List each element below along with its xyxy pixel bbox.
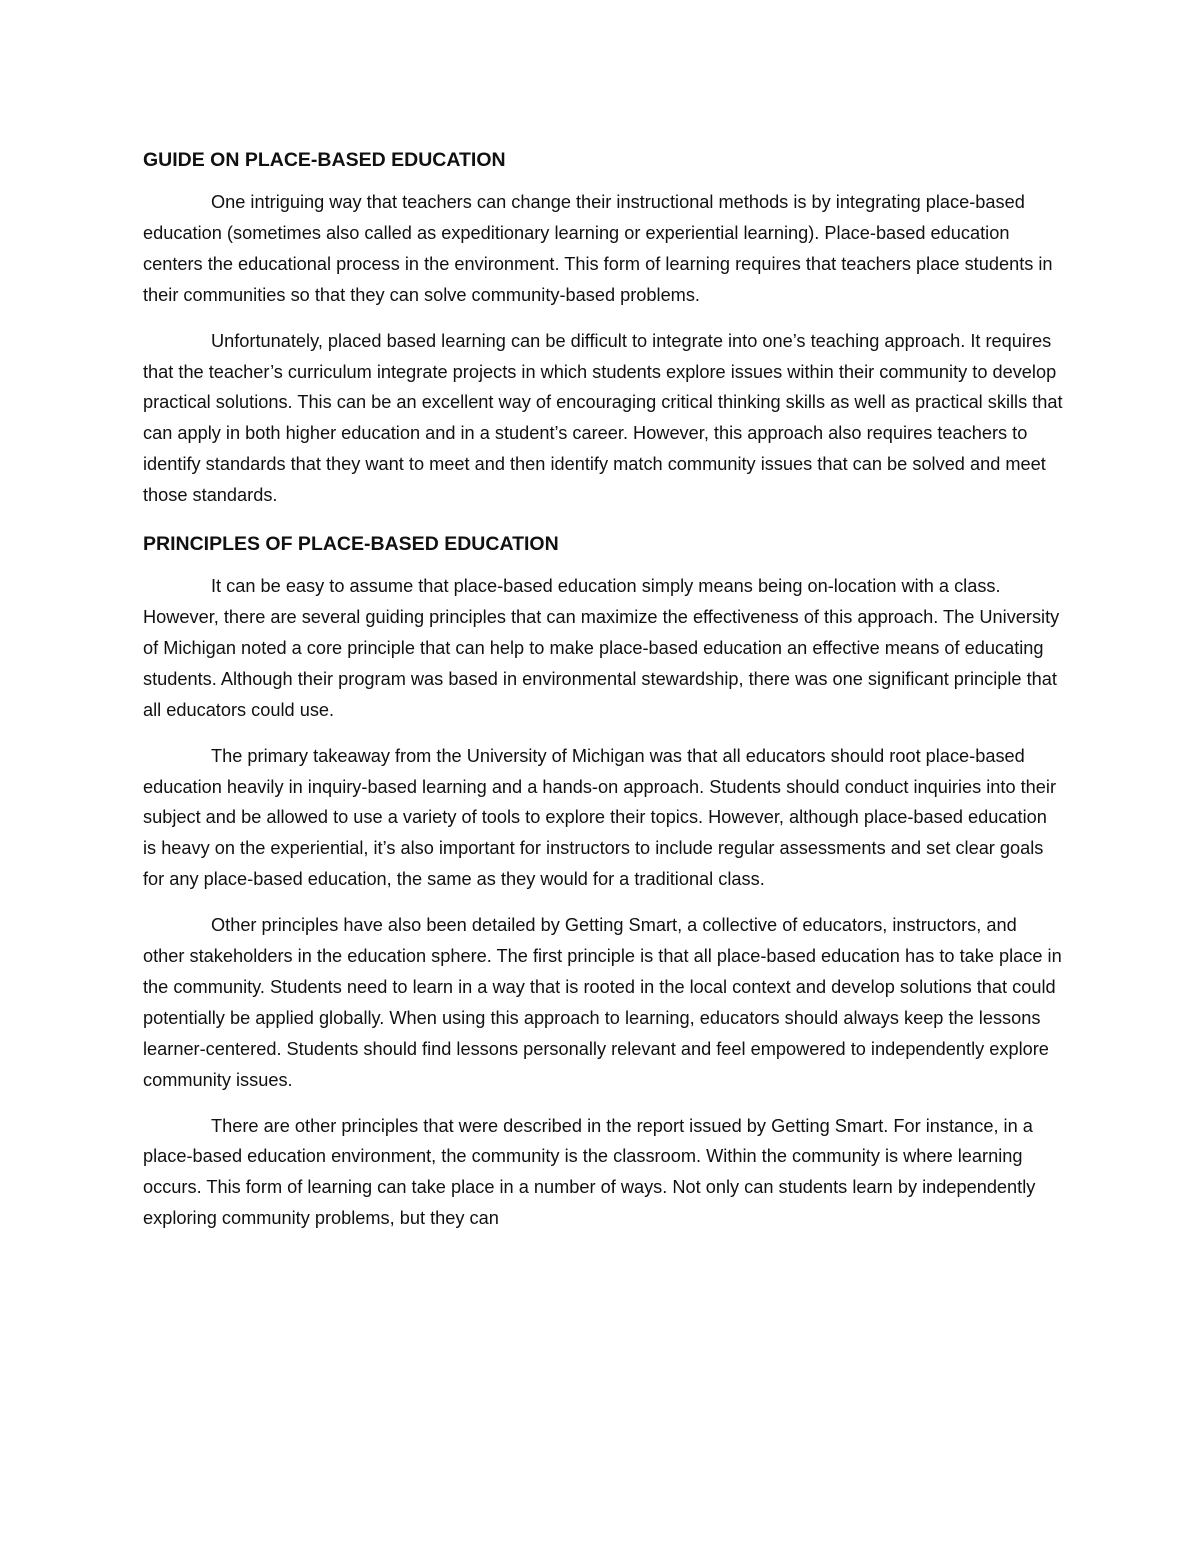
paragraph: It can be easy to assume that place-based education simply means being on-location with a class. However, there are several guiding principles that can maximize the effectiveness of this approach. The University of Michigan noted a core principle that can help to make place-based education an effective means of educating students. Although their program was based in environmental stewardship, there was one significant principle that all educators could use. xyxy=(143,576,1060,720)
section-heading-guide: GUIDE ON PLACE-BASED EDUCATION xyxy=(143,149,506,171)
paragraph: The primary takeaway from the University of Michigan was that all educators should root place-based education heavily in inquiry-based learning and a hands-on approach. Students should conduct inquiries into their subject and be allowed to use a variety of tools to explore their topics. However, although place-based education is heavy on the experiential, it’s also important for instructors to include regular assessments and set clear goals for any place-based education, the same as they would for a traditional class. xyxy=(143,745,1057,890)
document-body xyxy=(143,145,1063,1249)
section-heading-principles: PRINCIPLES OF PLACE-BASED EDUCATION xyxy=(143,533,559,556)
paragraph: Other principles have also been detailed by Getting Smart, a collective of educators, instructors, and other stakeholders in the education sphere. The first principle is that all place-based education has to take place in the community. Students need to learn in a way that is rooted in the local context and develop solutions that could potentially be applied globally. When using this approach to learning, educators should always keep the lessons learner-centered. Students should find lessons personally relevant and feel empowered to independently explore community issues. xyxy=(143,915,1062,1090)
paragraph: One intriguing way that teachers can change their instructional methods is by integrating place-based education (sometimes also called as expeditionary learning or experiential learning). Place-based education centers the educational process in the environment. This form of learning requires that teachers place students in their communities so that they can solve community-based problems. xyxy=(143,192,1053,305)
paragraph: Unfortunately, placed based learning can be difficult to integrate into one’s teaching approach. It requires that the teacher’s curriculum integrate projects in which students explore issues within their community to develop practical solutions. This can be an excellent way of encouraging critical thinking skills as well as practical skills that can apply in both higher education and in a student’s career. However, this approach also requires teachers to identify standards that they want to meet and then identify match community issues that can be solved and meet those standards. xyxy=(143,330,1063,506)
paragraph: There are other principles that were described in the report issued by Getting Smart. For instance, in a place-based education environment, the community is the classroom. Within the community is where learning occurs. This form of learning can take place in a number of ways. Not only can students learn by independently exploring community problems, but they can xyxy=(143,1115,1036,1229)
